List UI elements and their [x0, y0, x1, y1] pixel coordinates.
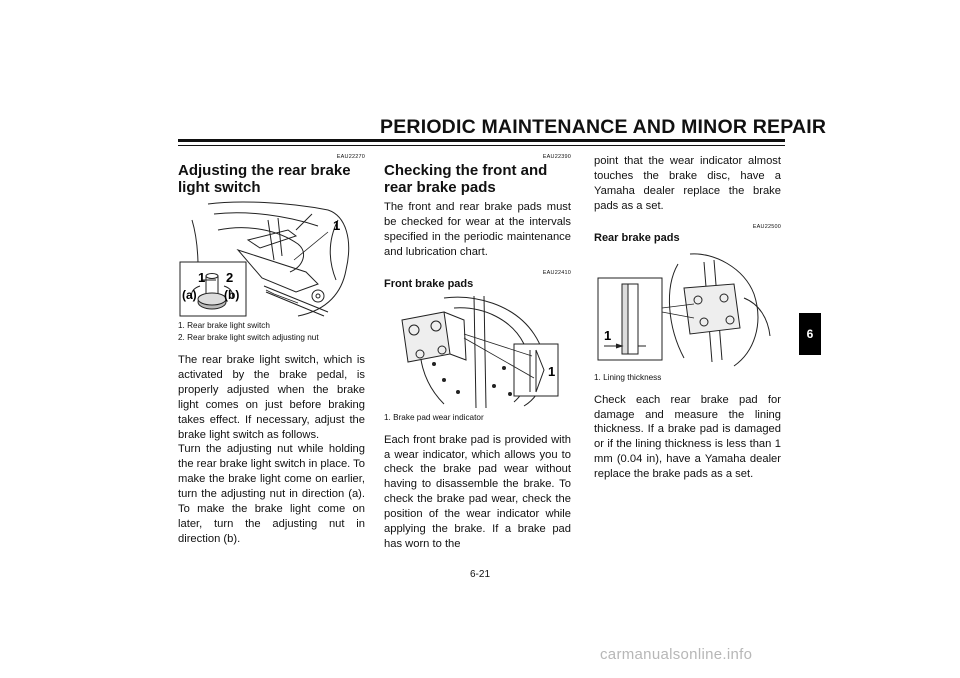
body-paragraph: The rear brake light switch, which is activated by the brake pedal, is properly adjusted when the brake light comes on just before braking takes effect. If necessary, adjust the brake light switch as follows.	[178, 354, 365, 441]
subsection-title: Front brake pads	[384, 277, 474, 290]
figure-label-1: 1	[198, 270, 206, 285]
figure-label-a: (a)	[182, 288, 197, 302]
column-rear-brake-light-switch	[178, 150, 365, 547]
body-paragraph: Check each rear brake pad for damage and measure the lining thickness. If a brake pad is damaged or if the lining thickness is less than 1 mm (0.04 in), have a Yamaha dealer replace the brake pads as a set.	[594, 393, 781, 481]
figure-caption-1: 1. Rear brake light switch	[178, 321, 270, 330]
figure-label-b: (b)	[224, 288, 240, 302]
column-rear-brake-pads	[594, 150, 781, 482]
header-rule-thick	[178, 139, 785, 142]
section-code: EAU22500	[752, 223, 781, 230]
section-title: Adjusting the rear brake light switch	[178, 162, 351, 196]
column-brake-pads	[384, 150, 571, 552]
figure-label-2: 2	[226, 270, 234, 285]
section-title: Checking the front and rear brake pads	[384, 162, 548, 196]
page-number: 6-21	[469, 569, 490, 580]
section-code: EAU22390	[542, 154, 571, 160]
section-tab: 6	[799, 313, 821, 355]
page-header-title: PERIODIC MAINTENANCE AND MINOR REPAIR	[380, 116, 827, 138]
figure-label-1: 1	[604, 327, 612, 343]
body-paragraph: Turn the adjusting nut while holding the rear brake light switch in place. To make the brake light come on earlier, turn the adjusting nut in direction (a). To make the brake light come on later, turn the adjusting nut in direction (b).	[178, 443, 365, 545]
watermark: carmanualsonline.info	[600, 646, 753, 663]
section-code: EAU22410	[542, 269, 571, 276]
figure-caption-2: 2. Rear brake light switch adjusting nut	[178, 333, 319, 342]
section-code: EAU22270	[336, 154, 365, 160]
body-paragraph: point that the wear indicator almost touches the brake disc, have a Yamaha dealer replace the brake pads as a set.	[594, 155, 781, 212]
figure-caption: 1. Brake pad wear indicator	[384, 412, 484, 422]
body-paragraph: Each front brake pad is provided with a wear indicator, which allows you to check the brake pad wear without having to disassemble the brake. To check the brake pad wear, check the position of the wear indicator while applying the brake. If a brake pad has worn to the	[384, 433, 571, 550]
figure-callout-1: 1	[333, 218, 341, 233]
figure-rear-brake-pad	[594, 248, 781, 370]
header-rule-thin	[178, 145, 785, 146]
figure-front-brake-pad	[384, 294, 571, 410]
body-paragraph: The front and rear brake pads must be checked for wear at the intervals specified in the periodic maintenance and lubrication chart.	[384, 201, 571, 258]
figure-rear-brake-light-switch	[178, 200, 365, 318]
subsection-title: Rear brake pads	[594, 231, 680, 244]
figure-caption: 1. Lining thickness	[594, 372, 662, 382]
figure-label-1: 1	[548, 363, 556, 379]
